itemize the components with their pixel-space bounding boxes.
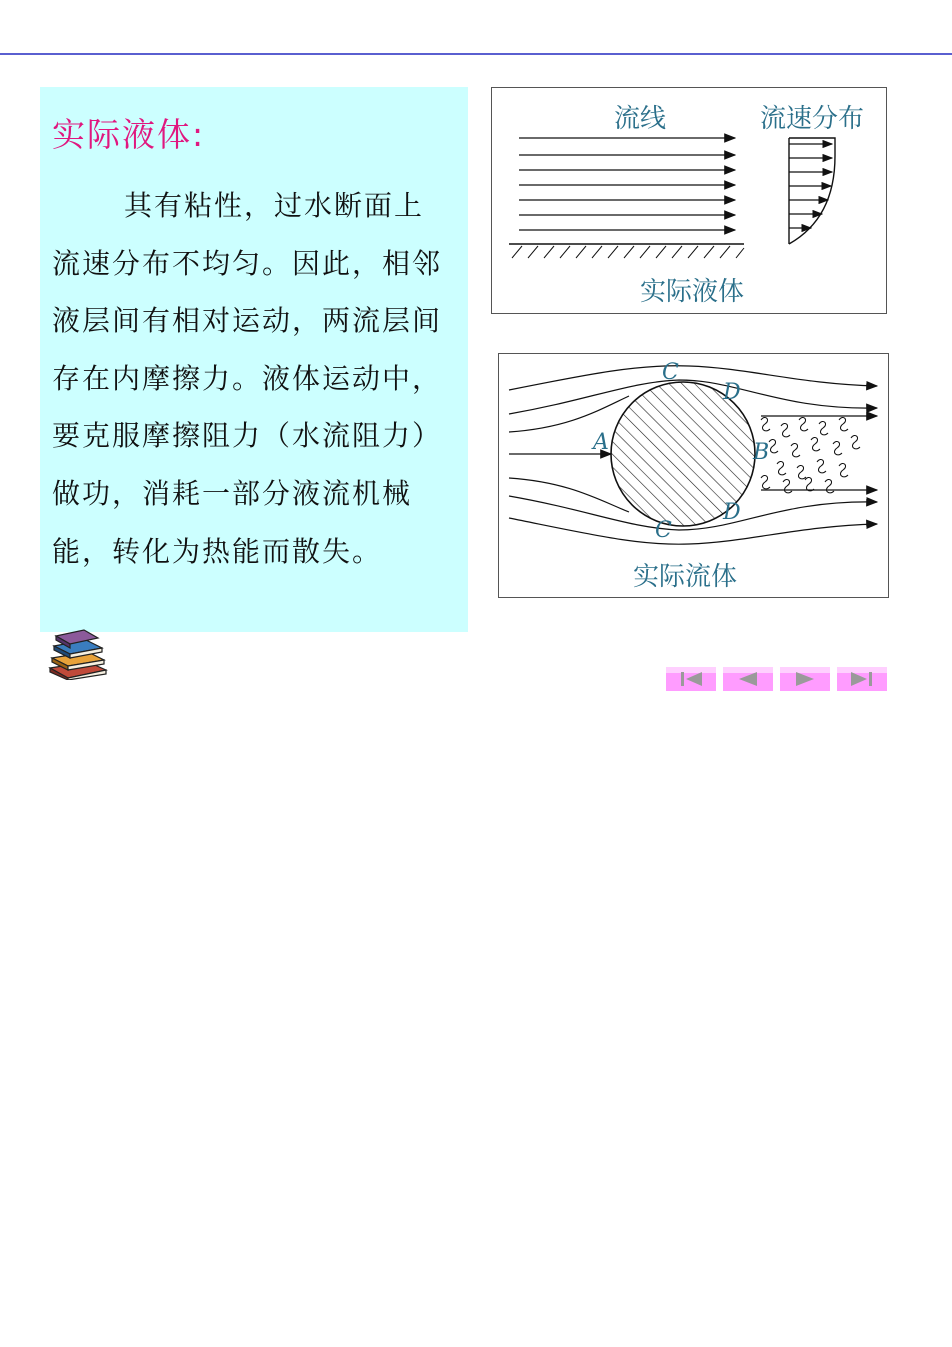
next-page-icon[interactable] [780, 664, 830, 694]
last-page-icon[interactable] [837, 664, 887, 694]
streamline-label: 流线 [614, 104, 667, 134]
point-d-top-label: D [723, 380, 741, 405]
figure-velocity-distribution [491, 87, 887, 314]
first-page-icon[interactable] [666, 664, 716, 694]
panel-body: 其有粘性，过水断面上流速分布不均匀。因此，相邻液层间有相对运动，两流层间存在内摩擦力。液体运动中，要克服摩擦阻力（水流阻力）做功，消耗一部分液流机械能，转化为热能而散失。 [52, 189, 443, 568]
figure1-caption: 实际液体 [640, 277, 745, 307]
figure2-caption: 实际流体 [633, 562, 738, 592]
text-panel [40, 87, 468, 632]
point-c-bottom-label: C [655, 518, 672, 543]
books-icon [44, 628, 112, 680]
point-b-label: B [753, 440, 770, 465]
point-a-label: A [593, 430, 609, 455]
point-d-bottom-label: D [723, 500, 741, 525]
point-c-top-label: C [662, 360, 679, 385]
top-rule [0, 53, 952, 55]
panel-title: 实际液体: [52, 115, 206, 154]
slide-navigation [666, 664, 888, 694]
velocity-distribution-label: 流速分布 [760, 104, 865, 134]
previous-page-icon[interactable] [723, 664, 773, 694]
figure-flow-around-cylinder [498, 353, 889, 598]
